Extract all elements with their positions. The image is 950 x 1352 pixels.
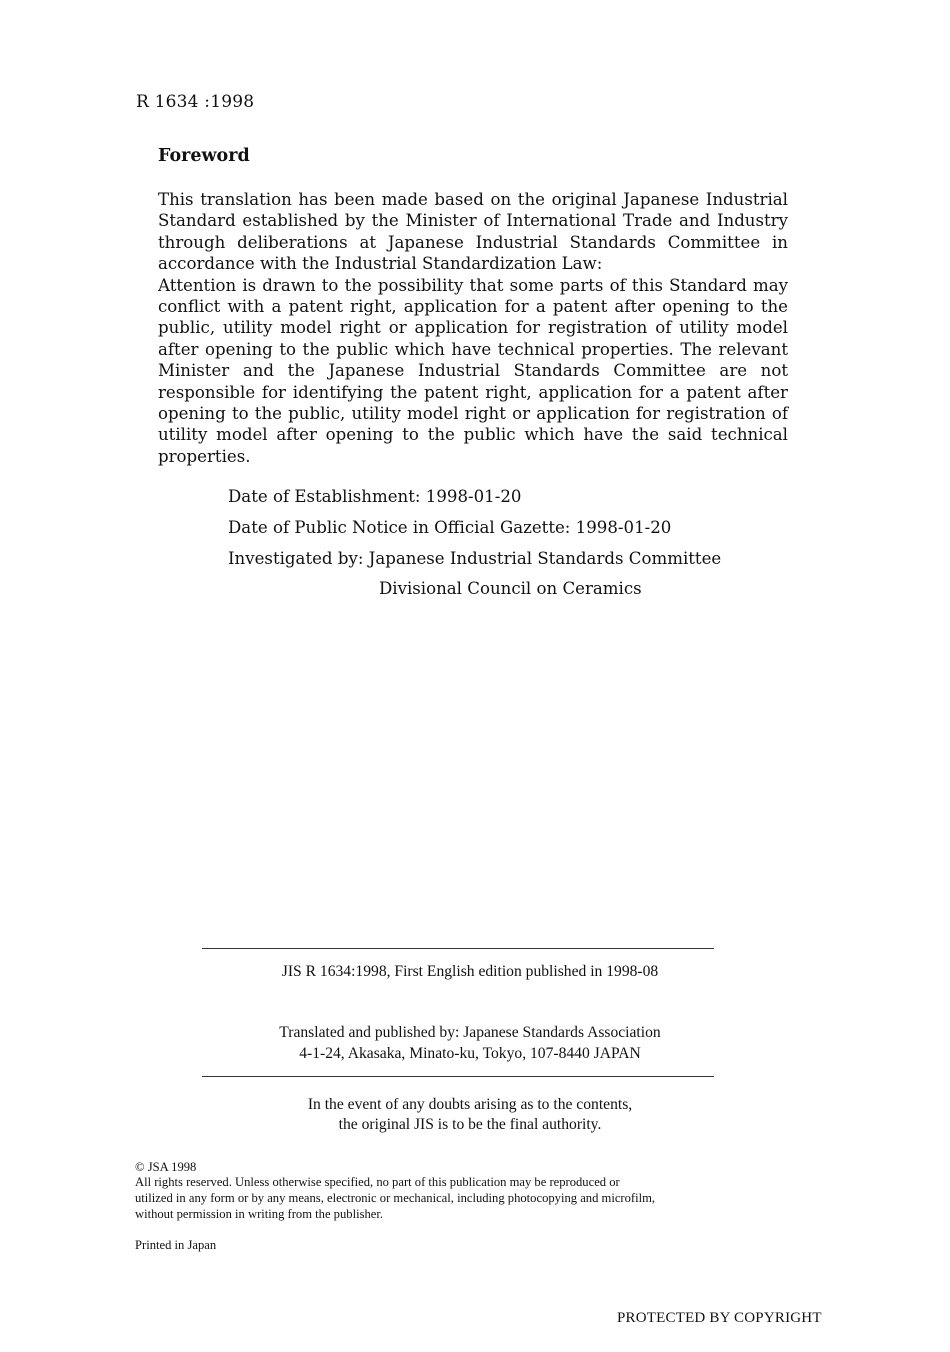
divider-top [202,948,714,949]
document-id: R 1634 :1998 [136,92,255,112]
rights-line-2: utilized in any form or by any means, electronic or mechanical, including photocopying and microfilm, [135,1191,656,1205]
divisional-council: Divisional Council on Ceramics [379,579,642,598]
rights-line-1: All rights reserved. Unless otherwise specified, no part of this publication may be reproduced or [135,1175,620,1189]
printed-in: Printed in Japan [135,1238,217,1252]
authority-note-line-2: the original JIS is to be the final authority. [338,1116,602,1133]
translated-by-line: Translated and published by: Japanese Standards Association [279,1024,661,1041]
protected-by-copyright: PROTECTED BY COPYRIGHT [617,1310,822,1326]
investigated-by: Investigated by: Japanese Industrial Standards Committee [228,549,722,568]
divider-bottom [202,1076,714,1077]
rights-line-3: without permission in writing from the publisher. [135,1207,384,1221]
foreword-heading: Foreword [158,146,250,166]
foreword-paragraph-1: This translation has been made based on the original Japanese Industrial Standard established by the Minister of International Trade and Industry through deliberations at Japanese Industrial Standards Committee in accordance with the Industrial Standardization Law: [158,190,788,274]
date-of-establishment: Date of Establishment: 1998-01-20 [228,487,522,506]
foreword-paragraph-2: Attention is drawn to the possibility that some parts of this Standard may conflict with a patent right, application for a patent after opening to the public, utility model right or application for registration of utility model after opening to the public which have technical properties. The relevant Minister and the Japanese Industrial Standards Committee are not responsible for identifying the patent right, application for a patent after opening to the public, utility model right or application for registration of utility model after opening to the public which have the said technical properties. [158,275,788,466]
foreword-body [158,189,788,467]
publisher-address: 4-1-24, Akasaka, Minato-ku, Tokyo, 107-8440 JAPAN [299,1045,641,1062]
authority-note-line-1: In the event of any doubts arising as to the contents, [307,1096,633,1113]
date-of-public-notice: Date of Public Notice in Official Gazette: 1998-01-20 [228,518,672,537]
edition-line: JIS R 1634:1998, First English edition published in 1998-08 [281,963,659,980]
copyright-notice: © JSA 1998 [135,1160,197,1174]
